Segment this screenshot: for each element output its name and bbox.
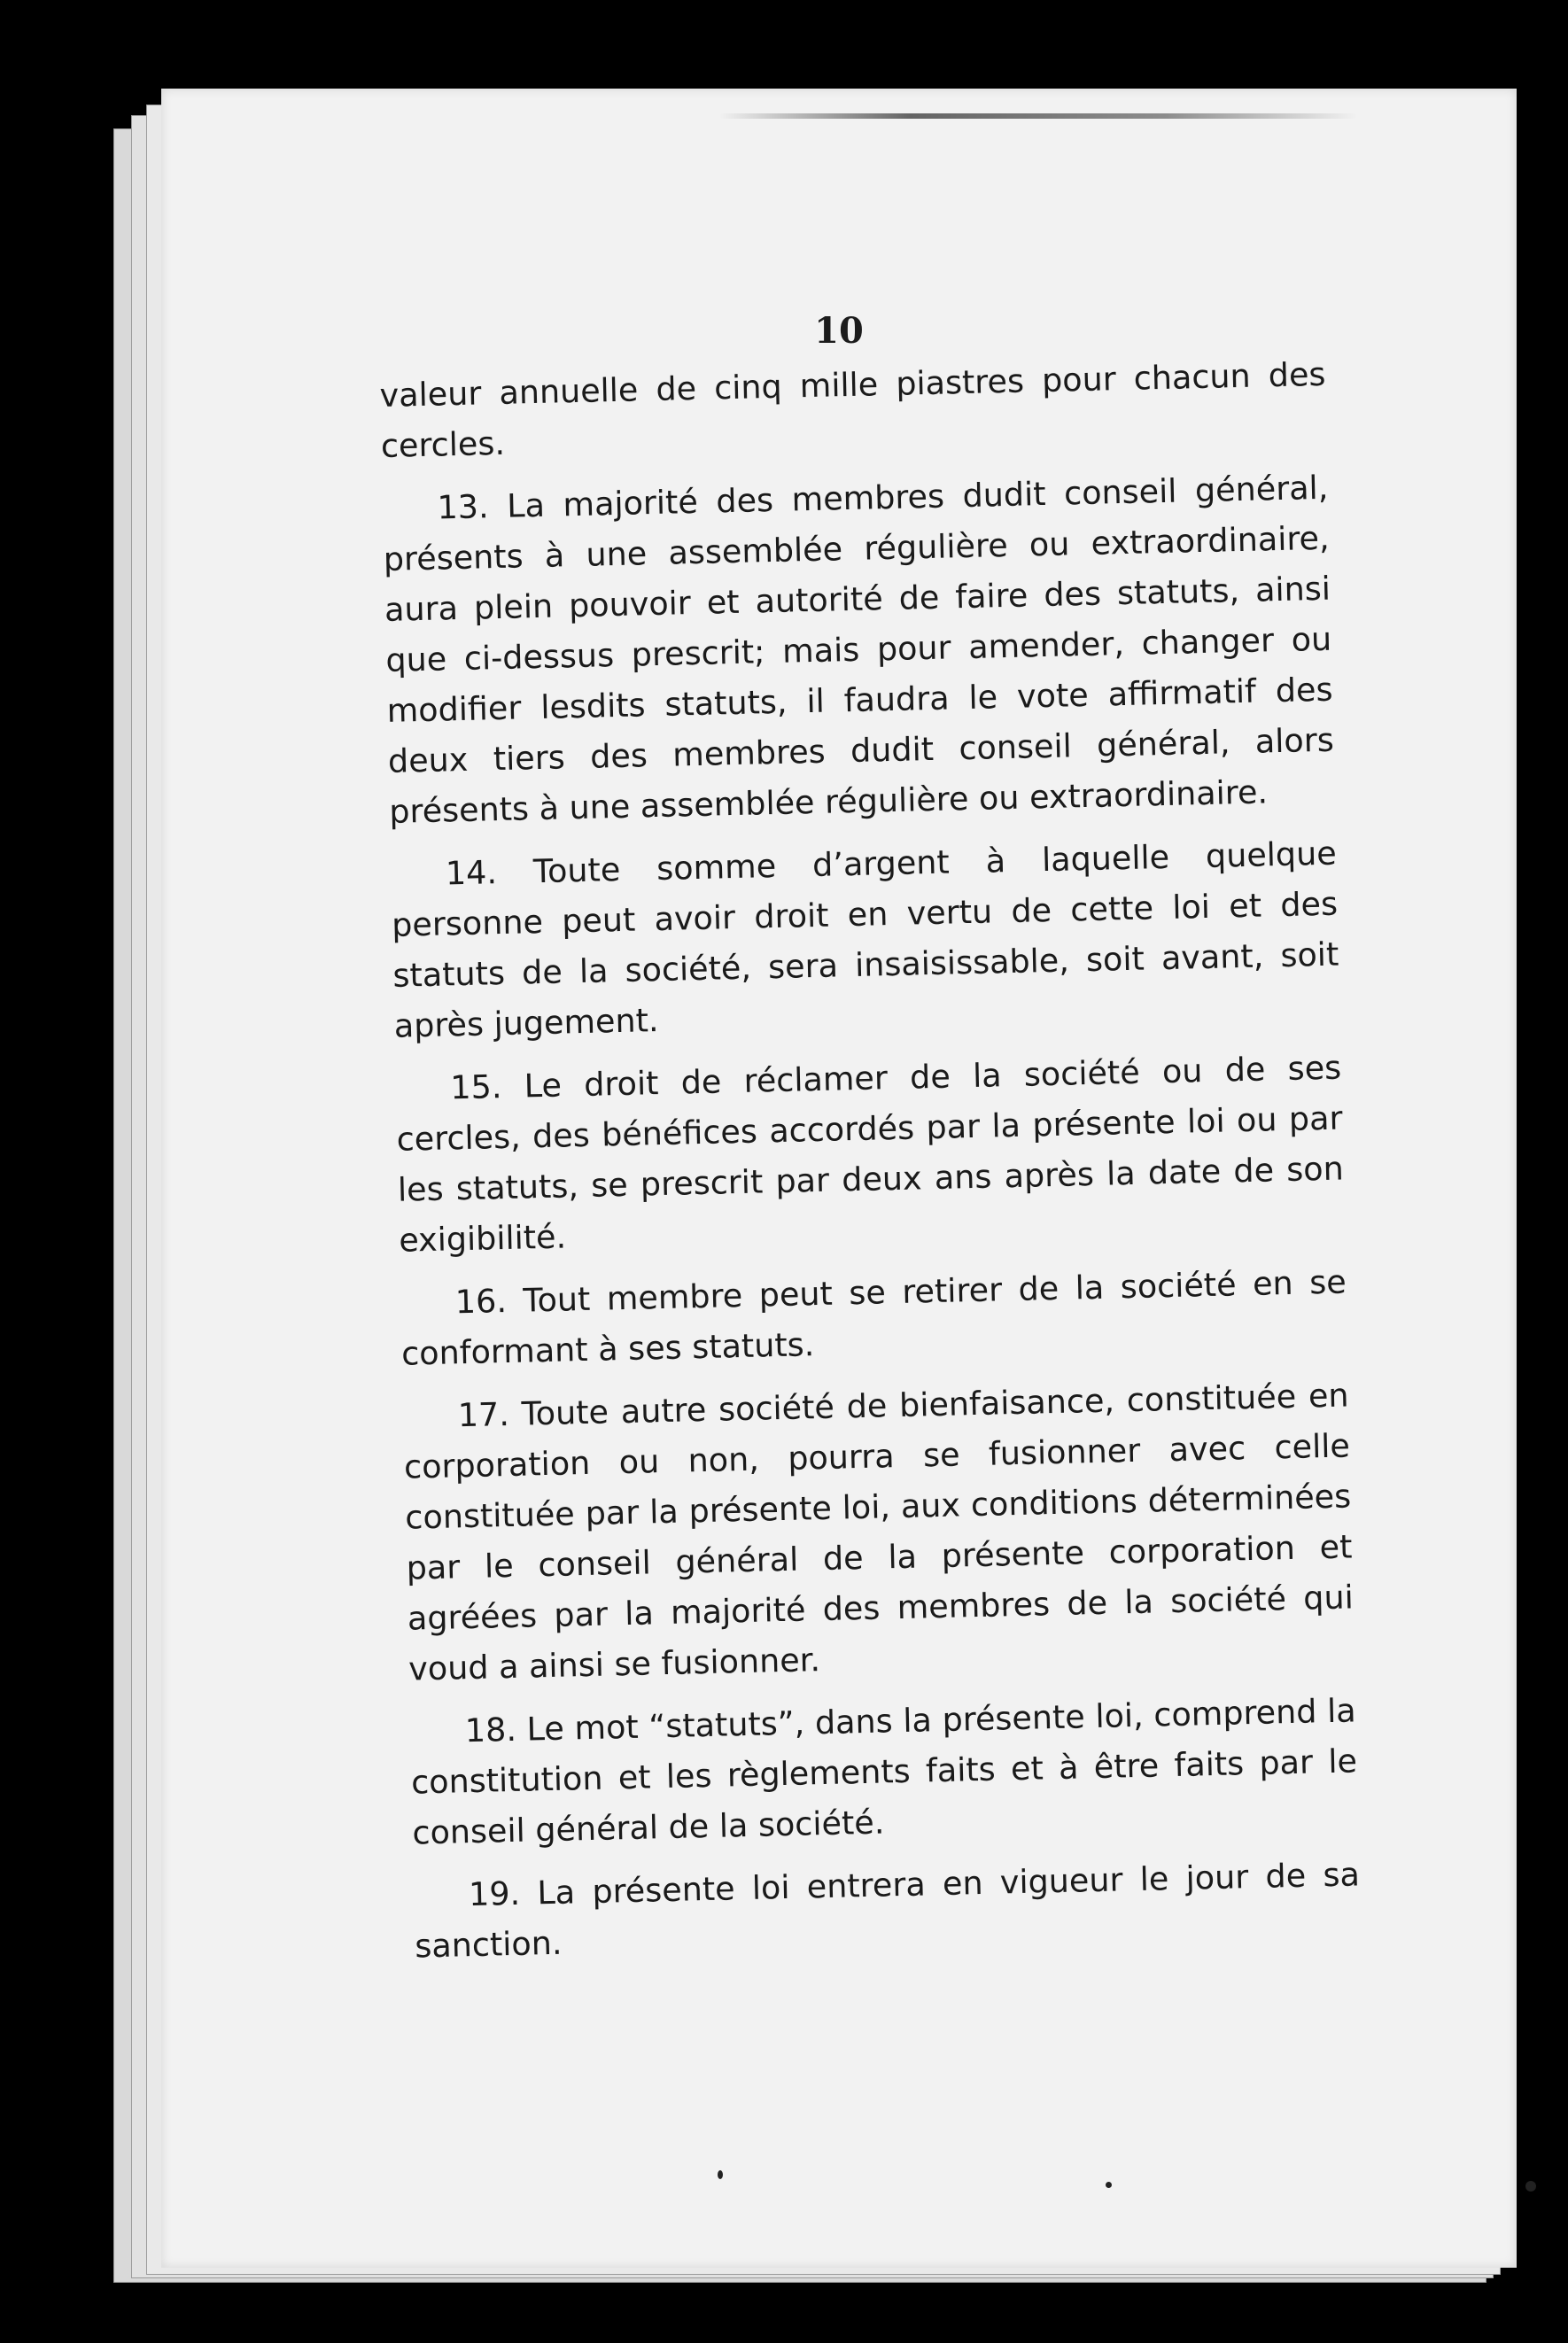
article-18 bbox=[409, 1685, 1359, 1858]
page-number: 10 bbox=[814, 310, 864, 352]
paragraph-continuation bbox=[379, 349, 1327, 471]
article-number: 16. bbox=[454, 1282, 508, 1322]
article-number: 17. bbox=[457, 1394, 510, 1435]
article-16 bbox=[400, 1257, 1347, 1379]
article-19 bbox=[413, 1849, 1361, 1971]
article-number: 14. bbox=[445, 853, 498, 893]
article-17 bbox=[402, 1369, 1355, 1694]
article-text: Tout membre peut se retirer de la société en se conformant à ses statuts. bbox=[400, 1262, 1347, 1373]
document-page bbox=[161, 89, 1517, 2268]
article-text: Le droit de réclamer de la société ou de ses cercles, des bénéfices accordés par la présente loi ou par les statuts, se prescrit par deux ans après la date de son exigibilité. bbox=[396, 1048, 1345, 1260]
article-text: La majorité des membres dudit conseil général, présents à une assemblée régulière ou extraordinaire, aura plein pouvoir et autorité de faire des statuts, ainsi que ci-dessus prescrit; mais pour amender, changer ou modifier lesdits statuts, il faudra le vote affirmatif des deux tiers des membres dudit conseil général, alors présents à une assemblée régulière ou extraordinaire. bbox=[383, 468, 1335, 831]
scan-smudge bbox=[719, 113, 1357, 119]
paragraph-text: valeur annuelle de cinq mille piastres pour chacun des cercles. bbox=[379, 354, 1326, 465]
article-number: 13. bbox=[437, 487, 490, 527]
scan-speck bbox=[1525, 2181, 1536, 2192]
article-text: Toute somme d’argent à laquelle quelque personne peut avoir droit en vertu de cette loi et des statuts de la société, sera insaisissable, soit avant, soit après jugement. bbox=[391, 834, 1339, 1045]
page-body-text bbox=[379, 349, 1362, 1984]
article-text: Toute autre société de bienfaisance, constituée en corporation ou non, pourra se fusionner avec celle constituée par la présente loi, aux conditions déterminées par le conseil général de la présente corporation et agréées par la majorité des membres de la société qui voud a ainsi se fusionner. bbox=[403, 1376, 1355, 1688]
article-text: La présente loi entrera en vigueur le jour de sa sanction. bbox=[414, 1855, 1361, 1966]
scan-speck bbox=[1106, 2182, 1112, 2188]
article-text: Le mot “statuts”, dans la présente loi, comprend la constitution et les règlements faits et à être faits par le conseil général de la société. bbox=[410, 1691, 1358, 1852]
article-number: 19. bbox=[468, 1874, 521, 1914]
article-13 bbox=[382, 462, 1336, 837]
article-15 bbox=[395, 1043, 1346, 1266]
article-14 bbox=[390, 828, 1340, 1051]
article-number: 15. bbox=[449, 1067, 502, 1107]
scan-speck bbox=[718, 2170, 723, 2179]
article-number: 18. bbox=[464, 1710, 517, 1750]
